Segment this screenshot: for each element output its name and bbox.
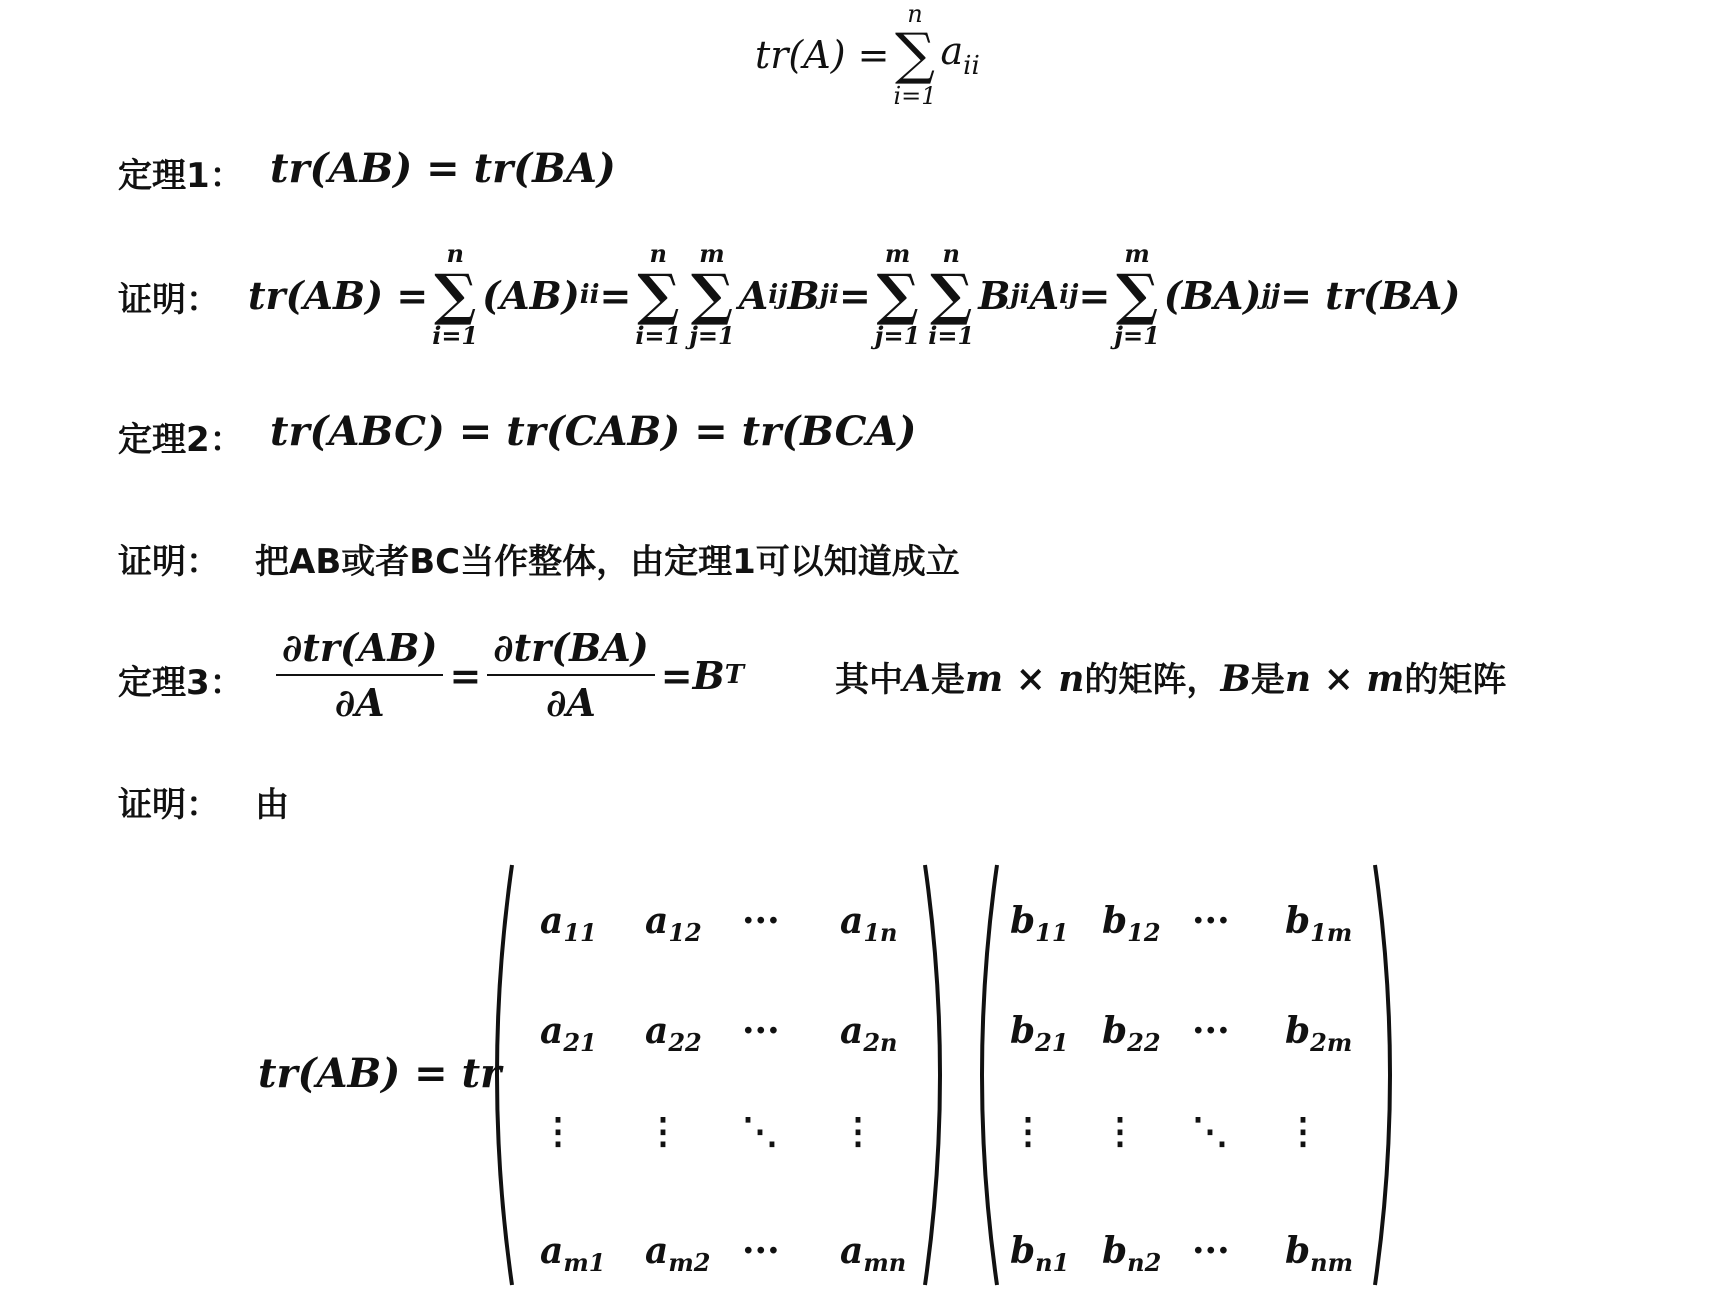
theorem-3-note: 其中 A 是 m × n 的矩阵， B 是 n × m 的矩阵: [835, 658, 1507, 700]
matrix-entry: $b_{1m}$: [1285, 900, 1353, 947]
proof-1-formula: tr(AB) = n ∑ i=1 (AB) ii = n ∑ i=1 m ∑ j=1 A ij B ji = m ∑ j=1 n ∑ i=1 B ji A ij = m ∑ j=1 (BA) jj = tr(BA): [248, 239, 1461, 350]
matrix-entry: ⋱: [1192, 1110, 1228, 1152]
matrix-entry: ···: [1192, 900, 1230, 942]
matrix-entry: ⋮: [1102, 1110, 1138, 1152]
matrix-entry: ⋮: [1010, 1110, 1046, 1152]
theorem-3-label: 定理3：: [118, 663, 244, 703]
matrix-entry: $a_{mn}$: [840, 1230, 907, 1277]
matrix-entry: $a_{22}$: [645, 1010, 702, 1057]
matrix-entry: $a_{21}$: [540, 1010, 597, 1057]
sum-operator: n ∑ i=1: [928, 239, 975, 350]
matrix-entry: ⋱: [742, 1110, 778, 1152]
proof-1-label: 证明：: [118, 280, 220, 320]
sum-operator: m ∑ j=1: [689, 239, 735, 350]
proof-2-label: 证明：: [118, 542, 220, 582]
matrix-entry: ⋮: [645, 1110, 681, 1152]
matrix-entry: ···: [742, 1230, 780, 1272]
theorem-2-formula: tr(ABC) = tr(CAB) = tr(BCA): [270, 408, 917, 455]
sum-upper-limit: n: [907, 0, 923, 28]
fraction: $\frac{\partial tr(BA)}{\partial A}$: [487, 625, 654, 725]
sum-operator: m ∑ j=1: [874, 239, 921, 350]
matrix-entry: ···: [742, 900, 780, 942]
sigma-symbol: ∑: [894, 22, 935, 87]
matrix-entry: $b_{22}$: [1102, 1010, 1161, 1057]
sum-operator: n ∑ i=1: [635, 239, 682, 350]
sum-operator: n ∑ i=1: [432, 239, 479, 350]
theorem-3-formula: $\frac{\partial tr(AB)}{\partial A}$ = $\frac{\partial tr(BA)}{\partial A}$ = B T: [270, 625, 744, 725]
matrix-entry: ⋮: [540, 1110, 576, 1152]
matrix-entry: $b_{21}$: [1010, 1010, 1069, 1057]
theorem-1-label: 定理1：: [118, 156, 244, 196]
matrix-entry: $b_{n2}$: [1102, 1230, 1162, 1277]
sum-lower-limit: i=1: [893, 82, 937, 110]
matrix-entry: $b_{nm}$: [1285, 1230, 1354, 1277]
matrix-entry: $a_{m1}$: [540, 1230, 606, 1277]
fraction: $\frac{\partial tr(AB)}{\partial A}$: [276, 625, 443, 725]
trace-definition-lhs: tr(A) =: [755, 33, 890, 77]
diagonal-term: $a_{ii}$: [940, 29, 980, 81]
theorem-1-formula: tr(AB) = tr(BA): [270, 145, 616, 192]
matrix-entry: ···: [1192, 1010, 1230, 1052]
matrix-entry: $a_{2n}$: [840, 1010, 898, 1057]
matrix-entry: ⋮: [840, 1110, 876, 1152]
matrix-entry: $b_{n1}$: [1010, 1230, 1070, 1277]
matrix-entry: $a_{m2}$: [645, 1230, 711, 1277]
matrix-entry: ···: [1192, 1230, 1230, 1272]
proof-2-text: 把AB或者BC当作整体，由定理1可以知道成立: [255, 542, 960, 582]
proof-3-text: 由: [255, 785, 289, 825]
matrix-entry: $a_{12}$: [645, 900, 702, 947]
matrix-entry: ···: [742, 1010, 780, 1052]
matrix-entry: $a_{11}$: [540, 900, 597, 947]
matrix-entry: $b_{12}$: [1102, 900, 1161, 947]
matrix-entry: $a_{1n}$: [840, 900, 898, 947]
sum-operator: m ∑ j=1: [1114, 239, 1160, 350]
matrix-entry: $b_{11}$: [1010, 900, 1069, 947]
matrix-equation-lhs: tr(AB) = tr: [258, 1050, 502, 1097]
proof-3-label: 证明：: [118, 785, 220, 825]
matrix-entry: ⋮: [1285, 1110, 1321, 1152]
theorem-2-label: 定理2：: [118, 420, 244, 460]
matrix-entry: $b_{2m}$: [1285, 1010, 1353, 1057]
